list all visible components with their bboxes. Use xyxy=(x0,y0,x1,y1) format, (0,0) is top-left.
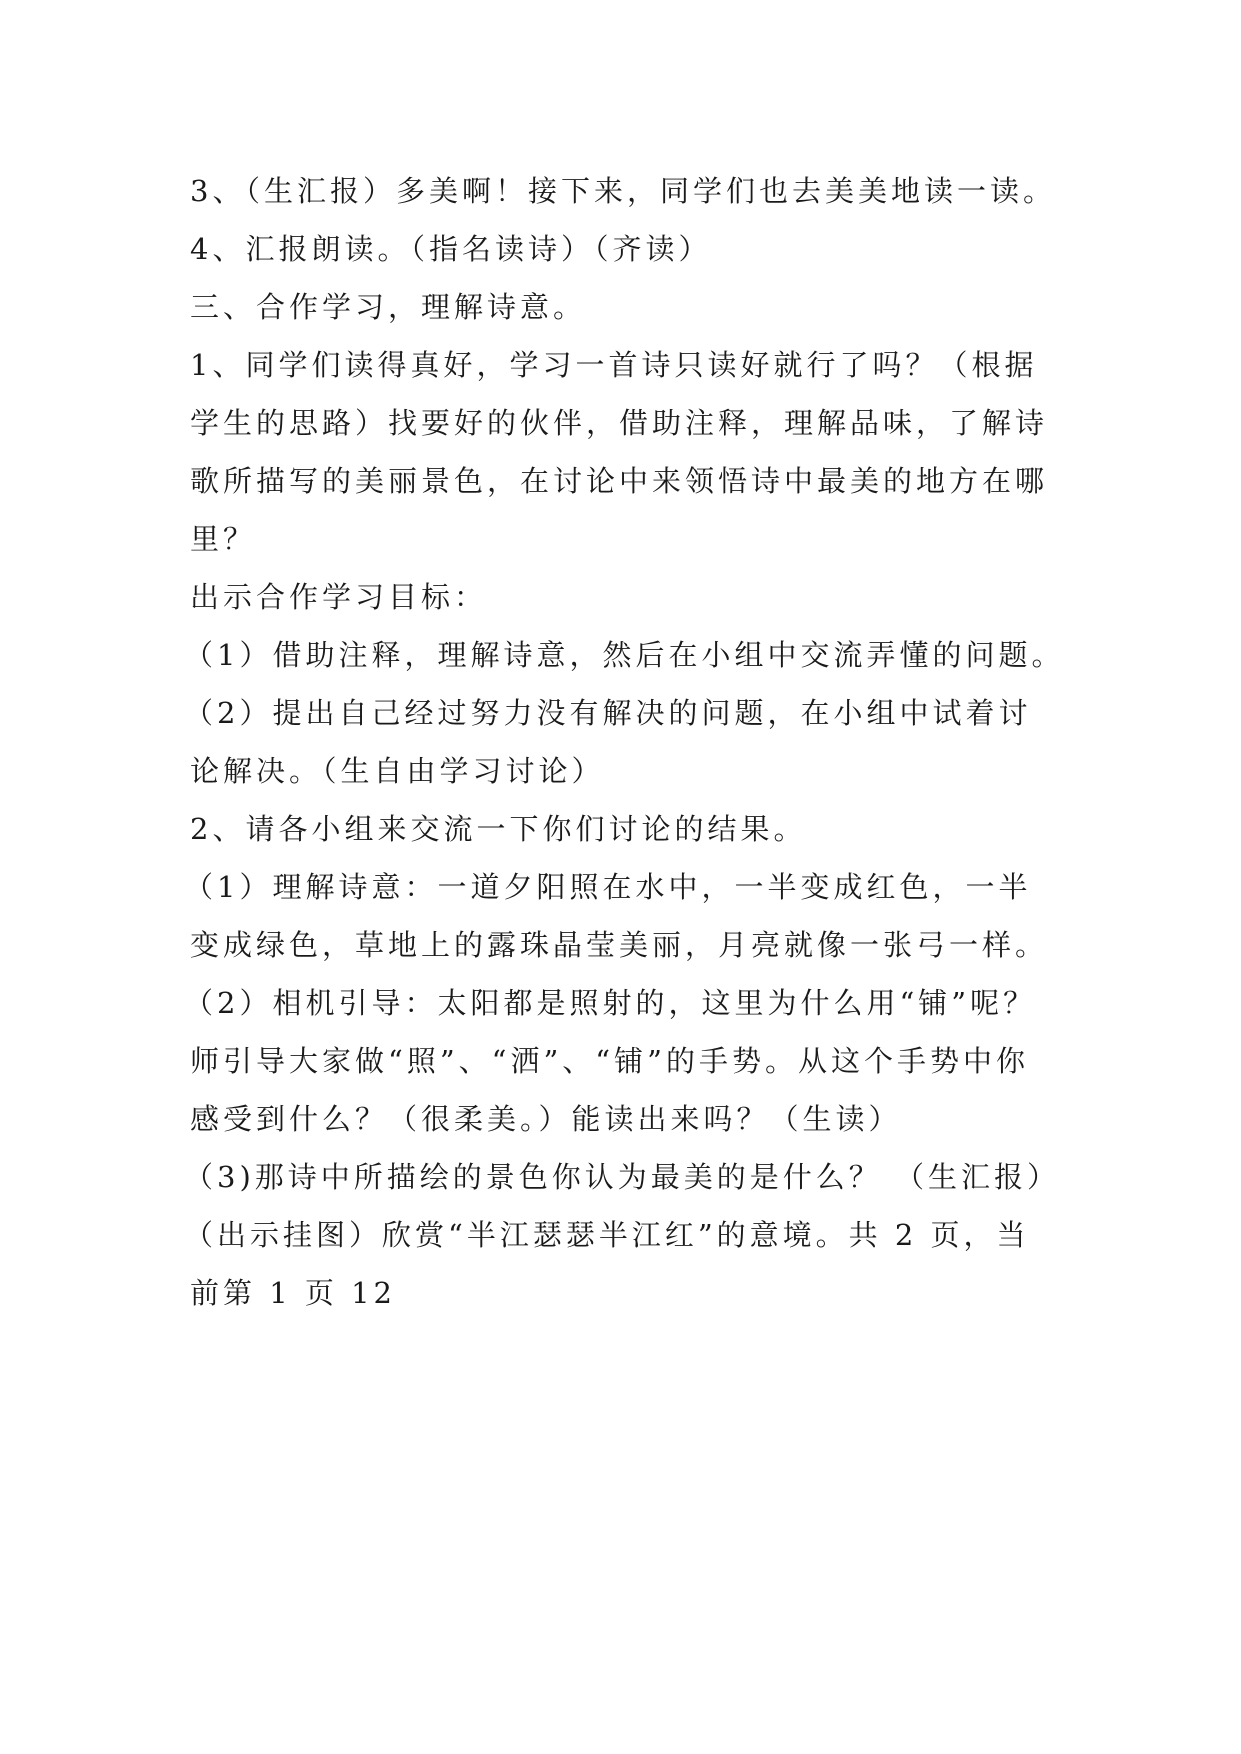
text-line: （3)那诗中所描绘的景色你认为最美的是什么？ （生汇报） xyxy=(184,1160,1060,1194)
text-line: 4、汇报朗读。（指名读诗）（齐读） xyxy=(190,232,712,266)
text-line: 2、请各小组来交流一下你们讨论的结果。 xyxy=(190,812,807,846)
section-heading: 三、合作学习，理解诗意。 xyxy=(190,290,587,324)
text-line: （1）借助注释，理解诗意，然后在小组中交流弄懂的问题。 xyxy=(184,638,1065,672)
text-line: 师引导大家做“照”、“洒”、“铺”的手势。从这个手势中你 xyxy=(190,1044,1029,1078)
text-line: 变成绿色，草地上的露珠晶莹美丽，月亮就像一张弓一样。 xyxy=(190,928,1049,962)
text-line: 学生的思路）找要好的伙伴，借助注释，理解品味，了解诗 xyxy=(190,406,1049,440)
text-line: （1）理解诗意：一道夕阳照在水中，一半变成红色，一半 xyxy=(184,870,1032,904)
text-line: 论解决。（生自由学习讨论） xyxy=(190,754,605,788)
text-line: 1、同学们读得真好，学习一首诗只读好就行了吗？（根据 xyxy=(190,348,1038,382)
text-line: （2）相机引导：太阳都是照射的，这里为什么用“铺”呢？ xyxy=(184,986,1037,1020)
text-line: 感受到什么？（很柔美。）能读出来吗？（生读） xyxy=(190,1102,902,1136)
page-footer-text: 前第 1 页 12 xyxy=(190,1276,397,1310)
text-line: 3、（生汇报）多美啊！接下来，同学们也去美美地读一读。 xyxy=(190,174,1056,208)
text-line: 出示合作学习目标： xyxy=(190,580,488,614)
text-line: （2）提出自己经过努力没有解决的问题，在小组中试着讨 xyxy=(184,696,1032,730)
text-line: 里？ xyxy=(190,522,257,556)
document-body xyxy=(184,162,1090,1322)
text-line: （出示挂图）欣赏“半江瑟瑟半江红”的意境。共 2 页，当 xyxy=(184,1218,1030,1252)
text-line: 歌所描写的美丽景色，在讨论中来领悟诗中最美的地方在哪 xyxy=(190,464,1049,498)
